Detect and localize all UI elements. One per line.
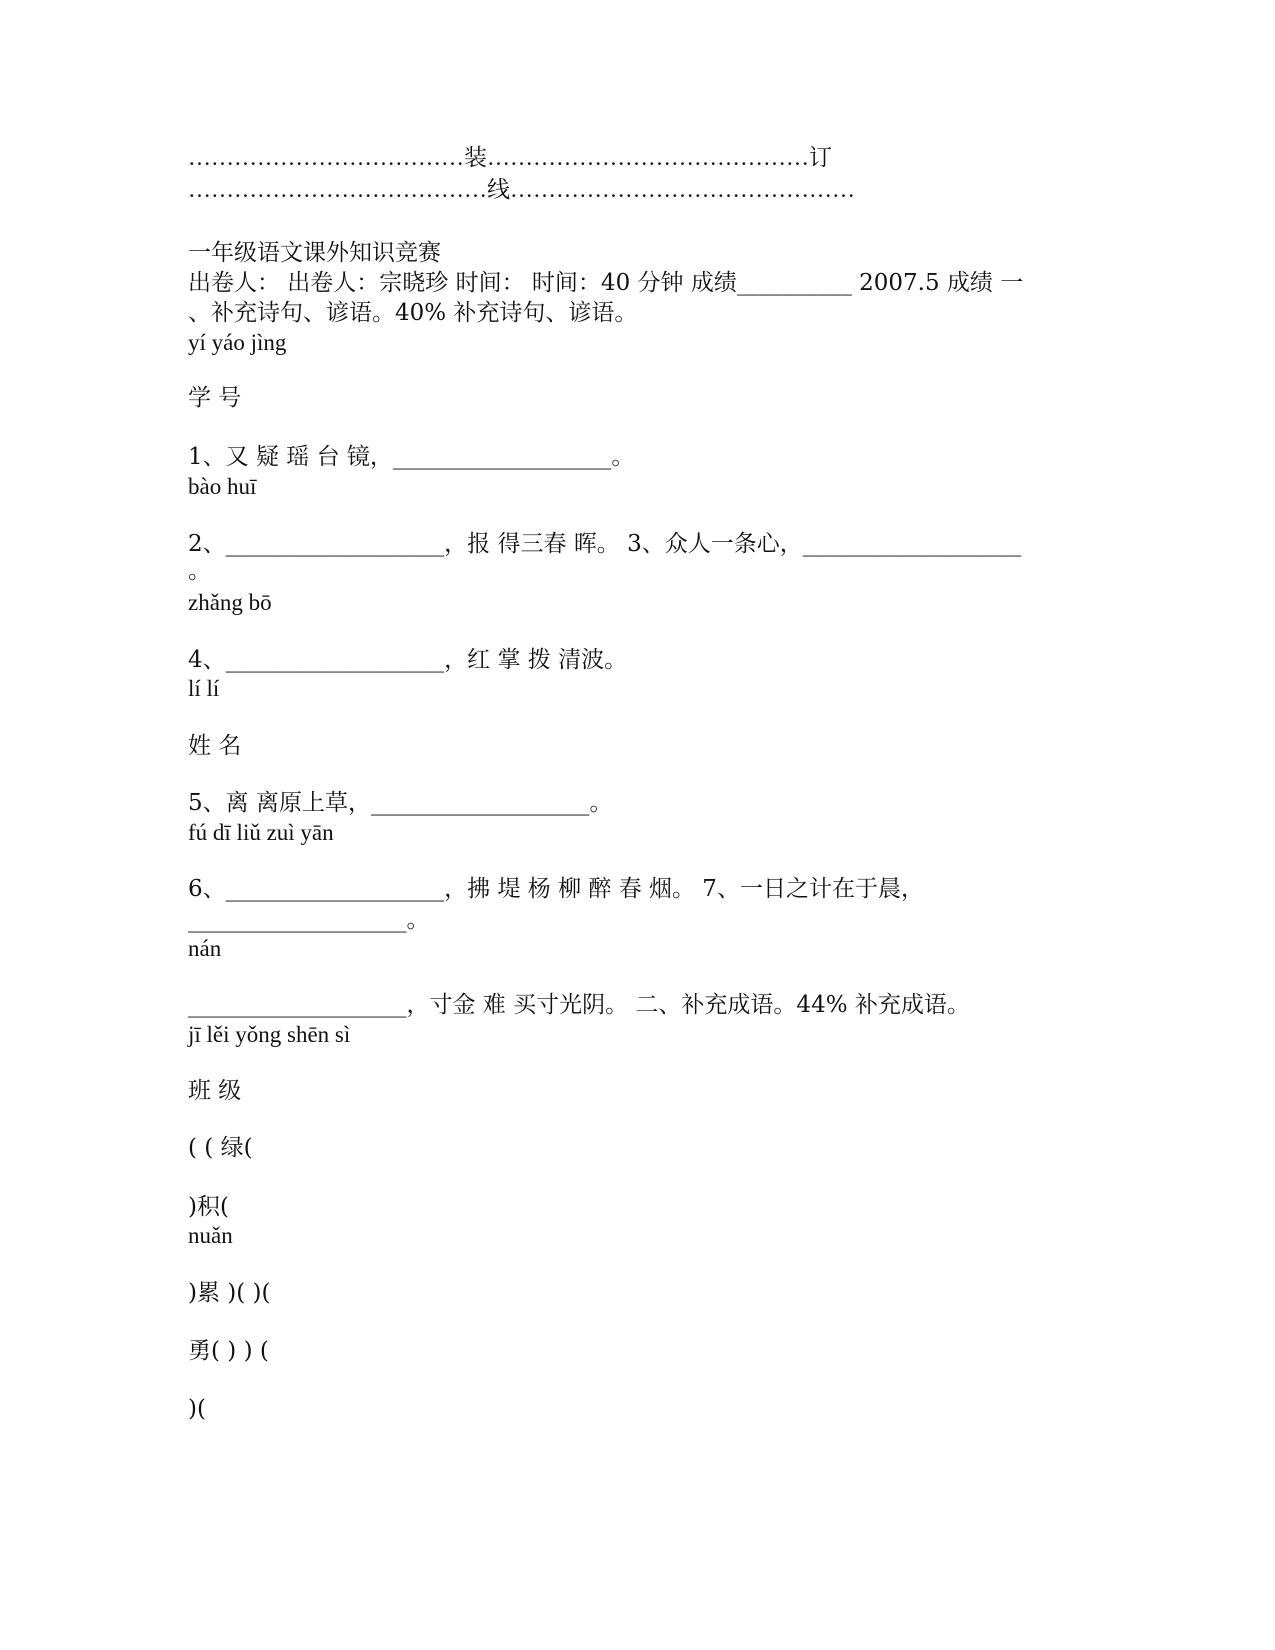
question-4: 4、___________________，红 掌 拨 清波。 [188,647,628,673]
pinyin-hint-4: lí lí [188,676,220,701]
section-one-heading: 、补充诗句、谚语。40% 补充诗句、谚语。 [188,300,638,326]
idiom-item-4: 勇( ) ) ( [188,1338,269,1364]
idiom-item-5: )( [188,1396,206,1422]
pinyin-hint-5: fú dī liǔ zuì yān [188,820,334,845]
exam-header-info: 出卷人： 出卷人：宗晓珍 时间： 时间：40 分钟 成绩__________ 2007.5 成绩 一 [188,270,1024,296]
question-2-3: 2、___________________，报 得三春 晖。 3、众人一条心，___________________ [188,531,1022,557]
idiom-item-3: )累 )( )( [188,1280,271,1306]
pinyin-hint-6: nán [188,936,222,961]
binding-line-top: ………………………………装……………………………………订 [188,145,832,170]
question-7-blank: ___________________。 [188,907,430,933]
binding-line-bottom: …………………………………线……………………………………… [188,177,855,202]
pinyin-hint-2: bào huī [188,474,257,499]
question-3-end: 。 [188,558,211,584]
exam-title: 一年级语文课外知识竞赛 [188,240,441,266]
question-8-section-two: ___________________，寸金 难 买寸光阴。 二、补充成语。44% 补充成语。 [188,992,970,1018]
name-label: 姓 名 [188,733,242,759]
question-1: 1、又 疑 瑶 台 镜，___________________。 [188,444,635,470]
pinyin-hint-1: yí yáo jìng [188,330,287,355]
idiom-item-2: )积( [188,1194,229,1220]
question-5: 5、离 离原上草，___________________。 [188,790,613,816]
class-label: 班 级 [188,1078,242,1104]
idiom-item-1: ( ( 绿( [188,1135,253,1161]
student-number-label: 学 号 [188,385,242,411]
question-6-7: 6、___________________，拂 堤 杨 柳 醉 春 烟。 7、一日之计在于晨， [188,876,924,902]
pinyin-hint-7: jī lěi yǒng shēn sì [188,1022,351,1047]
pinyin-hint-8: nuǎn [188,1223,233,1248]
pinyin-hint-3: zhǎng bō [188,590,272,615]
